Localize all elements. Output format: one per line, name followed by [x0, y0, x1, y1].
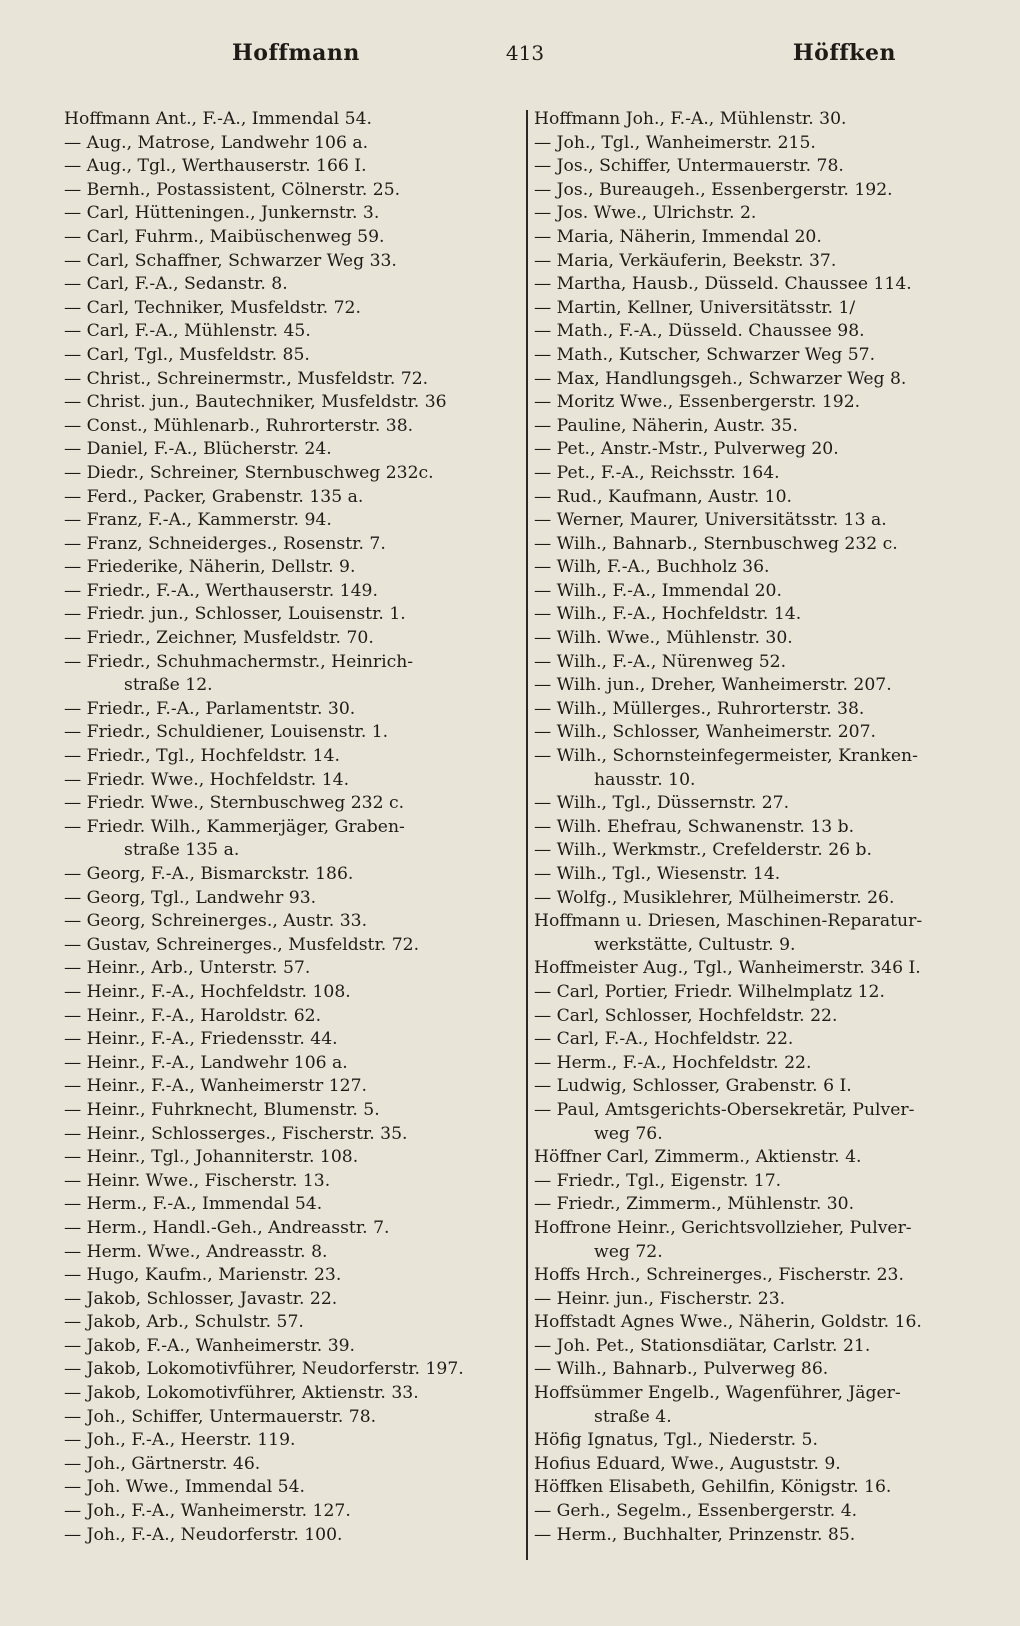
- entry-text: — Friedr. Wwe., Hochfeldstr. 14.: [64, 769, 350, 790]
- entry-text: — Heinr. Wwe., Fischerstr. 13.: [64, 1170, 331, 1191]
- directory-entry: [534, 273, 982, 297]
- directory-entry: [534, 863, 982, 887]
- directory-entry: [64, 1099, 520, 1123]
- entry-text: — Rud., Kaufmann, Austr. 10.: [534, 486, 792, 507]
- entry-text: — Wilh, F.-A., Buchholz 36.: [534, 557, 770, 578]
- directory-entry: [64, 1028, 520, 1052]
- entry-text: — Joh., F.-A., Wanheimerstr. 127.: [64, 1501, 351, 1522]
- directory-entry: [534, 1524, 982, 1548]
- entry-text: — Friederike, Näherin, Dellstr. 9.: [64, 557, 356, 578]
- entry-text: Hoffstadt Agnes Wwe., Näherin, Goldstr. 16.: [534, 1312, 922, 1333]
- running-head-left: Hoffmann: [232, 40, 360, 66]
- entry-text: — Wilh., Tgl., Wiesenstr. 14.: [534, 864, 781, 884]
- entry-text: — Carl, Schlosser, Hochfeldstr. 22.: [534, 1005, 838, 1026]
- entry-text: — Werner, Maurer, Universitätsstr. 13 a.: [534, 510, 887, 531]
- directory-entry: [534, 580, 982, 604]
- directory-entry: [64, 108, 520, 132]
- directory-entry: [534, 1170, 982, 1194]
- right-column: [534, 108, 982, 1560]
- entry-text: — Georg, Schreinerges., Austr. 33.: [64, 911, 368, 932]
- entry-text: — Carl, F.-A., Hochfeldstr. 22.: [534, 1029, 794, 1050]
- entry-text: — Martha, Hausb., Düsseld. Chaussee 114.: [534, 274, 912, 295]
- entry-text: — Math., Kutscher, Schwarzer Weg 57.: [534, 344, 876, 365]
- entry-text: — Heinr., Arb., Unterstr. 57.: [64, 958, 311, 979]
- directory-entry: [64, 1075, 520, 1099]
- directory-entry: [534, 1075, 982, 1099]
- directory-entry: [534, 1429, 982, 1453]
- entry-text: — Joh., F.-A., Neudorferstr. 100.: [64, 1524, 343, 1545]
- directory-entry: [64, 462, 520, 486]
- directory-entry: [64, 1123, 520, 1147]
- directory-entry: [64, 651, 520, 698]
- entry-text: Höffken Elisabeth, Gehilfin, Königstr. 16.: [534, 1477, 892, 1498]
- directory-entry: [534, 1382, 982, 1429]
- entry-text: — Pauline, Näherin, Austr. 35.: [534, 415, 798, 436]
- entry-continuation: hausstr. 10.: [594, 769, 696, 790]
- entry-text: — Joh., F.-A., Heerstr. 119.: [64, 1430, 296, 1451]
- directory-entry: [534, 132, 982, 156]
- directory-entry: [64, 344, 520, 368]
- directory-entry: [64, 910, 520, 934]
- entry-continuation: werkstätte, Cultustr. 9.: [594, 934, 796, 955]
- directory-entry: [534, 721, 982, 745]
- directory-entry: [534, 368, 982, 392]
- directory-entry: [534, 1052, 982, 1076]
- entry-text: — Heinr., Fuhrknecht, Blumenstr. 5.: [64, 1099, 380, 1120]
- directory-entry: [64, 1406, 520, 1430]
- directory-entry: [64, 1476, 520, 1500]
- directory-entry: [534, 745, 982, 792]
- directory-entry: [64, 1429, 520, 1453]
- entry-text: — Jakob, Schlosser, Javastr. 22.: [64, 1288, 338, 1309]
- entry-text: — Carl, F.-A., Sedanstr. 8.: [64, 274, 288, 295]
- directory-entry: [534, 533, 982, 557]
- directory-entry: [534, 155, 982, 179]
- page-header: [64, 40, 982, 80]
- directory-entry: [534, 910, 982, 957]
- directory-entry: [534, 108, 982, 132]
- directory-entry: [64, 1453, 520, 1477]
- directory-entry: [534, 1453, 982, 1477]
- directory-entry: [534, 202, 982, 226]
- entry-text: — Georg, F.-A., Bismarckstr. 186.: [64, 864, 354, 884]
- entry-text: — Carl, F.-A., Mühlenstr. 45.: [64, 321, 311, 342]
- directory-entry: [64, 1335, 520, 1359]
- entry-text: — Herm. Wwe., Andreasstr. 8.: [64, 1241, 328, 1262]
- entry-text: — Friedr. Wwe., Sternbuschweg 232 c.: [64, 793, 405, 814]
- entry-text: — Jos., Bureaugeh., Essenbergerstr. 192.: [534, 179, 893, 200]
- directory-entry: [64, 438, 520, 462]
- directory-entry: [534, 1358, 982, 1382]
- entry-text: Höffner Carl, Zimmerm., Aktienstr. 4.: [534, 1147, 862, 1168]
- entry-text: — Friedr., Zimmerm., Mühlenstr. 30.: [534, 1194, 855, 1215]
- directory-entry: [64, 1524, 520, 1548]
- entry-text: — Paul, Amtsgerichts-Obersekretär, Pulver-: [534, 1099, 915, 1120]
- entry-text: — Friedr., F.-A., Parlamentstr. 30.: [64, 698, 356, 719]
- directory-entry: [64, 1217, 520, 1241]
- directory-entry: [534, 179, 982, 203]
- entry-text: — Hugo, Kaufm., Marienstr. 23.: [64, 1265, 342, 1286]
- entry-text: — Herm., Buchhalter, Prinzenstr. 85.: [534, 1524, 856, 1545]
- directory-entry: [64, 155, 520, 179]
- entry-text: — Christ. jun., Bautechniker, Musfeldstr. 36: [64, 392, 447, 413]
- directory-entry: [534, 1146, 982, 1170]
- entry-text: Hoffs Hrch., Schreinerges., Fischerstr. 23.: [534, 1265, 904, 1286]
- entry-continuation: weg 76.: [594, 1123, 663, 1144]
- directory-entry: [534, 344, 982, 368]
- entry-text: — Moritz Wwe., Essenbergerstr. 192.: [534, 392, 861, 413]
- column-divider: [526, 110, 528, 1560]
- directory-entry: [534, 438, 982, 462]
- directory-entry: [534, 556, 982, 580]
- entry-text: — Wilh., Bahnarb., Pulverweg 86.: [534, 1359, 829, 1380]
- entry-text: — Wilh., Müllerges., Ruhrorterstr. 38.: [534, 698, 865, 719]
- directory-entry: [64, 132, 520, 156]
- directory-entry: [64, 250, 520, 274]
- directory-entry: [64, 792, 520, 816]
- directory-entry: [64, 1241, 520, 1265]
- entry-text: Hoffmann Joh., F.-A., Mühlenstr. 30.: [534, 109, 847, 129]
- entry-text: — Jakob, F.-A., Wanheimerstr. 39.: [64, 1335, 356, 1356]
- directory-entry: [64, 721, 520, 745]
- entry-text: — Franz, F.-A., Kammerstr. 94.: [64, 510, 332, 531]
- directory-entry: [64, 603, 520, 627]
- entry-text: — Daniel, F.-A., Blücherstr. 24.: [64, 439, 332, 460]
- entry-text: — Friedr., Tgl., Hochfeldstr. 14.: [64, 746, 340, 767]
- entry-text: — Friedr., F.-A., Werthauserstr. 149.: [64, 580, 378, 601]
- entry-continuation: weg 72.: [594, 1241, 663, 1262]
- entry-text: — Aug., Tgl., Werthauserstr. 166 I.: [64, 156, 367, 177]
- entry-text: — Aug., Matrose, Landwehr 106 a.: [64, 132, 369, 153]
- directory-entry: [534, 1288, 982, 1312]
- entry-continuation: straße 135 a.: [124, 840, 240, 861]
- directory-entry: [64, 816, 520, 863]
- directory-entry: [64, 533, 520, 557]
- directory-entry: [64, 509, 520, 533]
- entry-text: — Jakob, Lokomotivführer, Neudorferstr. 197.: [64, 1359, 464, 1380]
- directory-entry: [534, 1264, 982, 1288]
- entry-text: — Friedr., Tgl., Eigenstr. 17.: [534, 1170, 782, 1191]
- directory-entry: [534, 1193, 982, 1217]
- entry-continuation: straße 4.: [594, 1406, 672, 1427]
- directory-entry: [534, 391, 982, 415]
- entry-text: — Wilh. Wwe., Mühlenstr. 30.: [534, 628, 793, 649]
- entry-text: Hoffrone Heinr., Gerichtsvollzieher, Pulver-: [534, 1217, 912, 1238]
- directory-entry: [64, 745, 520, 769]
- directory-entry: [534, 415, 982, 439]
- entry-text: — Franz, Schneiderges., Rosenstr. 7.: [64, 533, 386, 554]
- entry-text: — Maria, Verkäuferin, Beekstr. 37.: [534, 250, 837, 271]
- entry-text: — Wolfg., Musiklehrer, Mülheimerstr. 26.: [534, 887, 895, 908]
- directory-entry: [64, 863, 520, 887]
- directory-entry: [64, 226, 520, 250]
- directory-entry: [64, 486, 520, 510]
- directory-entry: [534, 698, 982, 722]
- entry-text: — Friedr., Schuhmachermstr., Heinrich-: [64, 651, 414, 672]
- entry-text: — Wilh., Werkmstr., Crefelderstr. 26 b.: [534, 840, 873, 861]
- entry-text: Hoffmeister Aug., Tgl., Wanheimerstr. 346 I.: [534, 958, 921, 979]
- entry-text: — Heinr., F.-A., Friedensstr. 44.: [64, 1029, 338, 1050]
- directory-entry: [64, 1382, 520, 1406]
- entry-text: — Wilh. jun., Dreher, Wanheimerstr. 207.: [534, 675, 892, 696]
- directory-columns: [64, 108, 982, 1560]
- entry-text: — Heinr. jun., Fischerstr. 23.: [534, 1288, 786, 1309]
- entry-text: — Herm., Handl.-Geh., Andreasstr. 7.: [64, 1217, 390, 1238]
- entry-text: — Diedr., Schreiner, Sternbuschweg 232c.: [64, 462, 434, 483]
- directory-entry: [534, 957, 982, 981]
- directory-entry: [534, 1476, 982, 1500]
- entry-text: — Const., Mühlenarb., Ruhrorterstr. 38.: [64, 415, 414, 436]
- entry-text: — Carl, Fuhrm., Maibüschenweg 59.: [64, 226, 385, 247]
- directory-entry: [64, 1146, 520, 1170]
- directory-entry: [534, 981, 982, 1005]
- directory-entry: [534, 1500, 982, 1524]
- directory-entry: [534, 816, 982, 840]
- directory-entry: [534, 1099, 982, 1146]
- directory-entry: [534, 462, 982, 486]
- entry-text: — Joh. Wwe., Immendal 54.: [64, 1477, 305, 1498]
- directory-entry: [64, 297, 520, 321]
- directory-entry: [64, 1311, 520, 1335]
- directory-entry: [64, 580, 520, 604]
- entry-text: — Jos. Wwe., Ulrichstr. 2.: [534, 203, 757, 224]
- entry-text: — Pet., F.-A., Reichsstr. 164.: [534, 462, 780, 483]
- entry-text: — Ludwig, Schlosser, Grabenstr. 6 I.: [534, 1076, 852, 1097]
- directory-entry: [534, 486, 982, 510]
- directory-entry: [534, 226, 982, 250]
- entry-text: — Joh. Pet., Stationsdiätar, Carlstr. 21.: [534, 1335, 871, 1356]
- directory-entry: [64, 627, 520, 651]
- directory-entry: [64, 1052, 520, 1076]
- directory-entry: [64, 1288, 520, 1312]
- directory-entry: [64, 179, 520, 203]
- entry-text: — Math., F.-A., Düsseld. Chaussee 98.: [534, 321, 865, 342]
- directory-entry: [64, 368, 520, 392]
- entry-text: — Max, Handlungsgeh., Schwarzer Weg 8.: [534, 368, 907, 389]
- entry-text: — Herm., F.-A., Immendal 54.: [64, 1194, 323, 1215]
- entry-text: — Jakob, Lokomotivführer, Aktienstr. 33.: [64, 1383, 419, 1404]
- entry-text: — Wilh., F.-A., Immendal 20.: [534, 580, 782, 601]
- entry-text: — Pet., Anstr.-Mstr., Pulverweg 20.: [534, 439, 839, 460]
- entry-text: — Friedr., Schuldiener, Louisenstr. 1.: [64, 722, 389, 743]
- entry-text: — Friedr., Zeichner, Musfeldstr. 70.: [64, 628, 374, 649]
- directory-entry: [534, 651, 982, 675]
- entry-text: — Heinr., Tgl., Johanniterstr. 108.: [64, 1147, 359, 1168]
- entry-text: — Georg, Tgl., Landwehr 93.: [64, 887, 317, 908]
- entry-text: — Joh., Gärtnerstr. 46.: [64, 1453, 261, 1474]
- entry-text: — Wilh., Schornsteinfegermeister, Kranken-: [534, 746, 918, 767]
- entry-text: — Jakob, Arb., Schulstr. 57.: [64, 1312, 304, 1333]
- entry-text: — Wilh., Bahnarb., Sternbuschweg 232 c.: [534, 533, 898, 554]
- directory-entry: [64, 887, 520, 911]
- entry-text: — Joh., Schiffer, Untermauerstr. 78.: [64, 1406, 377, 1427]
- entry-text: — Ferd., Packer, Grabenstr. 135 a.: [64, 486, 364, 507]
- entry-text: — Joh., Tgl., Wanheimerstr. 215.: [534, 132, 816, 153]
- directory-entry: [534, 627, 982, 651]
- directory-entry: [64, 1358, 520, 1382]
- entry-text: Hoffmann Ant., F.-A., Immendal 54.: [64, 109, 372, 129]
- directory-entry: [534, 1335, 982, 1359]
- directory-entry: [64, 698, 520, 722]
- entry-text: — Heinr., F.-A., Haroldstr. 62.: [64, 1005, 322, 1026]
- entry-text: — Carl, Techniker, Musfeldstr. 72.: [64, 297, 361, 318]
- entry-text: — Wilh., Tgl., Düssernstr. 27.: [534, 793, 790, 814]
- directory-entry: [64, 1500, 520, 1524]
- entry-text: Hoffsümmer Engelb., Wagenführer, Jäger-: [534, 1383, 901, 1404]
- directory-entry: [534, 1217, 982, 1264]
- entry-text: — Heinr., F.-A., Hochfeldstr. 108.: [64, 981, 351, 1002]
- directory-entry: [534, 320, 982, 344]
- directory-entry: [534, 509, 982, 533]
- directory-entry: [64, 391, 520, 415]
- directory-entry: [534, 887, 982, 911]
- entry-text: Hofius Eduard, Wwe., Auguststr. 9.: [534, 1453, 841, 1474]
- entry-text: — Martin, Kellner, Universitätsstr. 1/: [534, 297, 856, 318]
- entry-text: — Jos., Schiffer, Untermauerstr. 78.: [534, 156, 844, 177]
- directory-entry: [64, 957, 520, 981]
- directory-entry: [64, 415, 520, 439]
- entry-continuation: straße 12.: [124, 675, 213, 696]
- directory-entry: [534, 674, 982, 698]
- entry-text: — Carl, Portier, Friedr. Wilhelmplatz 12.: [534, 981, 885, 1002]
- directory-entry: [64, 556, 520, 580]
- entry-text: Höfig Ignatus, Tgl., Niederstr. 5.: [534, 1430, 818, 1451]
- directory-entry: [64, 934, 520, 958]
- entry-text: — Carl, Hütteningen., Junkernstr. 3.: [64, 203, 380, 224]
- entry-text: — Carl, Tgl., Musfeldstr. 85.: [64, 344, 310, 365]
- running-head-right: Höffken: [792, 40, 896, 66]
- entry-text: — Heinr., F.-A., Wanheimerstr 127.: [64, 1076, 368, 1097]
- entry-text: — Friedr. jun., Schlosser, Louisenstr. 1.: [64, 604, 406, 625]
- directory-entry: [534, 792, 982, 816]
- directory-entry: [534, 603, 982, 627]
- directory-entry: [534, 839, 982, 863]
- entry-text: — Wilh., F.-A., Hochfeldstr. 14.: [534, 604, 802, 625]
- directory-entry: [64, 769, 520, 793]
- entry-text: — Wilh. Ehefrau, Schwanenstr. 13 b.: [534, 816, 855, 837]
- entry-text: — Wilh., Schlosser, Wanheimerstr. 207.: [534, 722, 877, 743]
- entry-text: Hoffmann u. Driesen, Maschinen-Reparatur-: [534, 911, 923, 932]
- directory-entry: [534, 1028, 982, 1052]
- entry-text: — Herm., F.-A., Hochfeldstr. 22.: [534, 1052, 812, 1073]
- directory-entry: [534, 1005, 982, 1029]
- entry-text: — Christ., Schreinermstr., Musfeldstr. 72.: [64, 368, 429, 389]
- directory-entry: [64, 1170, 520, 1194]
- entry-text: — Gerh., Segelm., Essenbergerstr. 4.: [534, 1501, 858, 1522]
- directory-entry: [534, 297, 982, 321]
- page-number: 413: [505, 41, 545, 65]
- entry-text: — Carl, Schaffner, Schwarzer Weg 33.: [64, 250, 397, 271]
- directory-entry: [64, 1193, 520, 1217]
- directory-entry: [64, 1264, 520, 1288]
- entry-text: — Maria, Näherin, Immendal 20.: [534, 226, 822, 247]
- directory-entry: [64, 1005, 520, 1029]
- directory-entry: [64, 202, 520, 226]
- directory-entry: [64, 273, 520, 297]
- directory-entry: [64, 981, 520, 1005]
- entry-text: — Gustav, Schreinerges., Musfeldstr. 72.: [64, 934, 420, 955]
- left-column: [64, 108, 520, 1560]
- directory-entry: [64, 320, 520, 344]
- entry-text: — Heinr., F.-A., Landwehr 106 a.: [64, 1052, 348, 1073]
- entry-text: — Heinr., Schlosserges., Fischerstr. 35.: [64, 1123, 408, 1144]
- directory-entry: [534, 1311, 982, 1335]
- entry-text: — Friedr. Wilh., Kammerjäger, Graben-: [64, 816, 405, 837]
- entry-text: — Bernh., Postassistent, Cölnerstr. 25.: [64, 179, 401, 200]
- entry-text: — Wilh., F.-A., Nürenweg 52.: [534, 651, 787, 672]
- directory-entry: [534, 250, 982, 274]
